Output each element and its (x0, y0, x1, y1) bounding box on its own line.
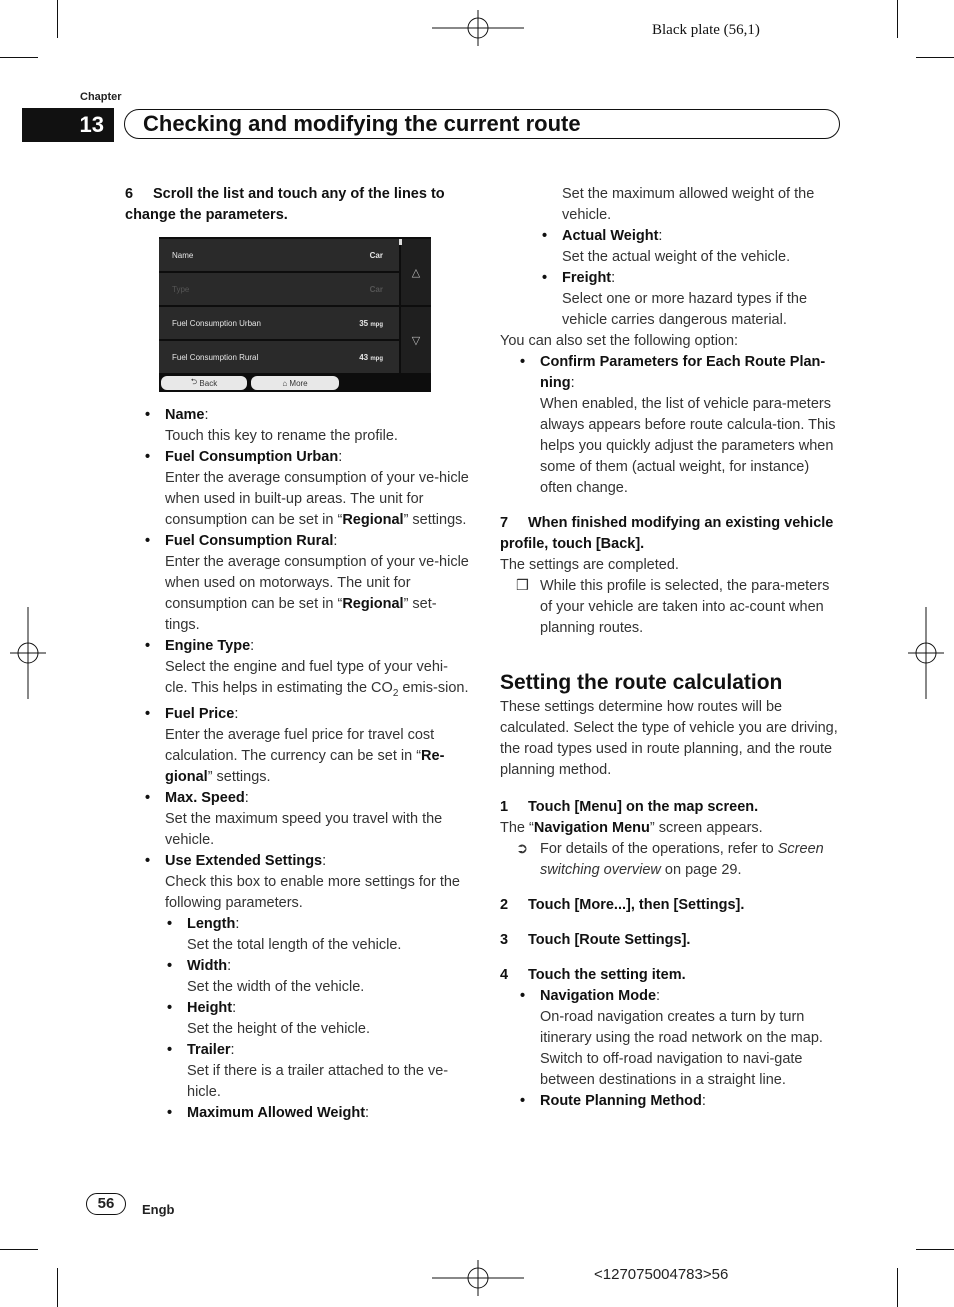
up-triangle-icon[interactable]: △ (401, 239, 431, 305)
item-extended-settings: • Use Extended Settings: (143, 851, 470, 872)
back-button[interactable]: ⮌ Back (161, 376, 247, 390)
item-desc: Enter the average consumption of your ve-hicle when used on motorways. The unit for consumption can be set in “Regional” set-tings. (165, 554, 469, 633)
chapter-label: Chapter (80, 91, 122, 103)
subitem-height: • Height: (165, 998, 470, 1019)
section-title: Setting the route calculation (500, 671, 783, 694)
language-code: Engb (142, 1202, 175, 1217)
chapter-number: 13 (22, 108, 114, 142)
item-desc: Set the maximum speed you travel with the vehicle. (165, 810, 443, 848)
also-text: You can also set the following option: (500, 333, 739, 349)
item-desc: Enter the average fuel price for travel cost calculation. The currency can be set in “Re-gional” settings. (165, 726, 445, 785)
screen-row-type: Type Car (159, 273, 399, 305)
arrow-reference-icon: ➲ (516, 841, 529, 857)
subitem-trailer: • Trailer: (165, 1040, 470, 1061)
right-column (500, 184, 845, 1112)
section-intro: These settings determine how routes will be calculated. Select the type of vehicle you are driving, the road types used in route planning, and the route planning method. (500, 699, 838, 778)
more-button[interactable]: ⌂ More (251, 376, 339, 390)
subitem-desc: Select one or more hazard types if the vehicle carries dangerous material. (562, 291, 808, 328)
screen-row-name[interactable]: Name Car (159, 239, 399, 271)
screen-row-fuel-urban[interactable]: Fuel Consumption Urban 35 mpg (159, 307, 399, 339)
step-3: 3 Touch [Route Settings]. (500, 932, 691, 948)
crop-mark (0, 1249, 38, 1250)
note-reference: ➲ For details of the operations, refer to Screen switching overview on page 29. (516, 841, 824, 878)
back-arrow-icon: ⮌ (190, 377, 200, 386)
registration-mark-icon (432, 1260, 524, 1296)
right-subitems (500, 226, 845, 331)
document-code: <127075004783>56 (594, 1266, 729, 1283)
item-fuel-rural: • Fuel Consumption Rural: (143, 531, 470, 552)
step-7: 7 When finished modifying an existing vehicle profile, touch [Back]. (500, 515, 834, 552)
left-items (143, 405, 470, 1124)
subitem-desc: Set the total length of the vehicle. (187, 936, 402, 953)
step-6: 6 Scroll the list and touch any of the lines to change the parameters. (125, 186, 445, 223)
subitem-desc: Set the height of the vehicle. (187, 1020, 370, 1037)
item-fuel-urban: • Fuel Consumption Urban: (143, 447, 470, 468)
option-route-method: • Route Planning Method: (518, 1091, 845, 1112)
crop-mark (57, 0, 58, 38)
option-desc: On-road navigation creates a turn by turn itinerary using the road network on the map. Switch to off-road navigation to navi-gate between destinations in a straight line. (540, 1009, 823, 1088)
item-max-speed: • Max. Speed: (143, 788, 470, 809)
subitem-width: • Width: (165, 956, 470, 977)
step-1: 1 Touch [Menu] on the map screen. (500, 799, 759, 815)
checkbox-note-icon: ❒ (516, 578, 529, 594)
item-desc: Touch this key to rename the profile. (165, 428, 398, 444)
subitem-desc: Set the width of the vehicle. (187, 978, 365, 995)
subitem-length: • Length: (165, 914, 470, 935)
step-1-result: The “Navigation Menu” screen appears. (500, 820, 763, 836)
crop-mark (57, 1268, 58, 1307)
registration-mark-icon (908, 607, 944, 699)
step-4: 4 Touch the setting item. (500, 967, 686, 983)
left-column (125, 184, 470, 226)
item-fuel-price: • Fuel Price: (143, 704, 470, 725)
subitem-desc: Set if there is a trailer attached to the ve-hicle. (187, 1062, 449, 1100)
subitem-freight: • Freight: (540, 268, 845, 289)
max-weight-desc: Set the maximum allowed weight of the vehicle. (562, 186, 815, 223)
subitem-desc: Set the actual weight of the vehicle. (562, 249, 791, 265)
crop-mark (897, 1268, 898, 1307)
item-desc: Select the engine and fuel type of your vehi-cle. This helps in estimating the $CO_2$ emis-sion. (165, 659, 469, 699)
item-name: • Name: (143, 405, 470, 426)
scrollbar-thumb[interactable] (399, 239, 402, 245)
screen-row-fuel-rural[interactable]: Fuel Consumption Rural 43 mpg (159, 341, 399, 373)
plate-label: Black plate (56,1) (652, 22, 760, 38)
step-2: 2 Touch [More...], then [Settings]. (500, 897, 745, 913)
home-icon: ⌂ (282, 378, 290, 388)
crop-mark (0, 57, 38, 58)
step-4-options (500, 986, 845, 1112)
option-desc: When enabled, the list of vehicle para-meters always appears before route calcula-tion. This helps you quickly adjust the parameters when some of them (actual weight, for instance) often change. (540, 396, 836, 496)
subitem-actual-weight: • Actual Weight: (540, 226, 845, 247)
down-triangle-icon[interactable]: ▽ (401, 307, 431, 373)
chapter-title: Checking and modifying the current route (124, 109, 840, 139)
crop-mark (916, 1249, 954, 1250)
device-screenshot (159, 237, 431, 392)
completed-text: The settings are completed. (500, 557, 679, 573)
page-number: 56 (86, 1193, 126, 1215)
item-desc: Check this box to enable more settings for the following parameters. (165, 873, 460, 911)
option-confirm-params: • Confirm Parameters for Each Route Plan-ning: (518, 352, 845, 394)
subitem-max-weight: • Maximum Allowed Weight: (165, 1103, 470, 1124)
registration-mark-icon (10, 607, 46, 699)
confirm-option (500, 352, 845, 499)
item-desc: Enter the average consumption of your ve-hicle when used in built-up areas. The unit for consumption can be set in “Regional” settings. (165, 470, 469, 528)
crop-mark (916, 57, 954, 58)
crop-mark (897, 0, 898, 38)
item-engine-type: • Engine Type: (143, 636, 470, 657)
registration-mark-icon (432, 10, 524, 46)
extended-subitems (143, 914, 470, 1124)
note-profile: ❒ While this profile is selected, the para-meters of your vehicle are taken into ac-count when planning routes. (516, 578, 830, 636)
option-navigation-mode: • Navigation Mode: (518, 986, 845, 1007)
